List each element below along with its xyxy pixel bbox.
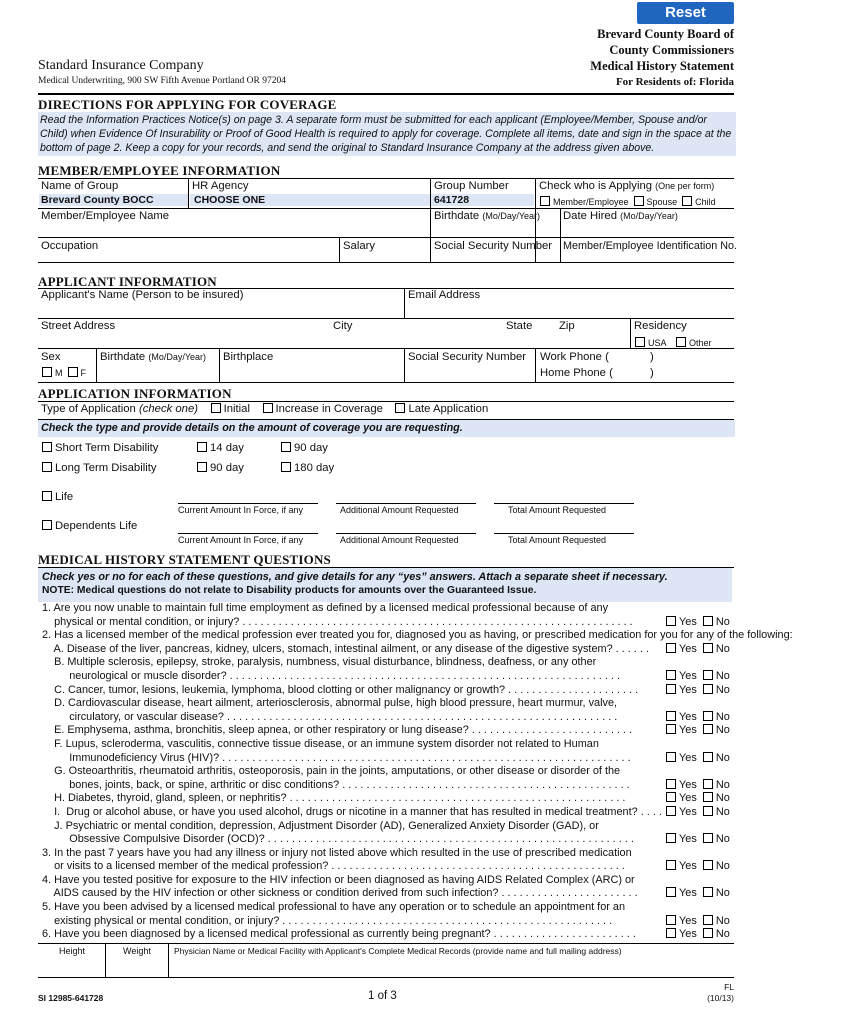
yes-label: Yes: [679, 710, 697, 723]
yes-label: Yes: [679, 615, 697, 628]
divider: [560, 208, 561, 262]
question-text: J. Psychiatric or mental condition, depression, Adjustment Disorder (AD), Generalized Anxiety Disorder (GAD), or: [42, 819, 599, 832]
sex-options: [42, 367, 86, 378]
yes-label: Yes: [679, 751, 697, 764]
std-label: Short Term Disability: [55, 442, 159, 454]
yes-no-group: [666, 765, 732, 779]
question-text: neurological or muscle disorder? . . . . . . . . . . . . . . . . . . . . . . . . . . . . . . . . . . . . . . . . . . . . . . . . . . . . . . . . . . . . . . . . .: [42, 669, 620, 682]
ltd-90-row: [197, 462, 244, 474]
yes-label: Yes: [679, 928, 697, 941]
physician-label: Physician Name or Medical Facility with Applicant's Complete Medical Records (provide name and full mailing address): [174, 946, 622, 956]
form-title: Medical History Statement: [590, 59, 734, 73]
initial-checkbox[interactable]: [211, 403, 221, 413]
yes-label: Yes: [679, 792, 697, 805]
std-14-label: 14 day: [210, 442, 244, 454]
salary-label: Salary: [343, 240, 376, 252]
std-90-label: 90 day: [294, 442, 328, 454]
no-label: No: [715, 751, 730, 764]
yes-no-group: [666, 752, 732, 766]
applicant-ssn-label: Social Security Number: [408, 351, 527, 363]
late-checkbox[interactable]: [395, 403, 405, 413]
date-hired-note: (Mo/Day/Year): [620, 211, 678, 221]
late-label: Late Application: [408, 403, 489, 415]
life-additional-field[interactable]: [336, 503, 476, 504]
question-line: [42, 820, 732, 834]
email-label: Email Address: [408, 289, 481, 301]
question-line: [42, 602, 732, 616]
question-text: F. Lupus, scleroderma, vasculitis, connective tissue disease, or an immune system disorder not related to Human: [42, 737, 599, 750]
yes-checkbox[interactable]: [666, 887, 676, 897]
yes-no-group: [666, 684, 732, 698]
std-row: [42, 442, 158, 454]
yes-no-group: [666, 711, 732, 725]
no-checkbox[interactable]: [703, 779, 713, 789]
divider: [339, 237, 340, 262]
occupation-label: Occupation: [41, 240, 99, 252]
birthplace-label: Birthplace: [223, 351, 274, 363]
yes-no-group: [666, 670, 732, 684]
no-checkbox[interactable]: [703, 915, 713, 925]
yes-no-group: [666, 656, 732, 670]
zip-label: Zip: [559, 320, 575, 332]
member-birthdate-note: (Mo/Day/Year): [482, 211, 541, 221]
no-label: No: [715, 792, 730, 805]
divider: [96, 348, 97, 382]
street-label: Street Address: [41, 320, 116, 332]
member-top-rule: [38, 178, 734, 179]
other-checkbox[interactable]: [676, 337, 686, 347]
form-id: SI 12985-641728: [38, 993, 104, 1003]
life-row: [42, 491, 73, 503]
question-text: AIDS caused by the HIV infection or other sickness or condition derived from such infection? . . . . . . . . . . . . . . . . . . . . . . .: [42, 887, 638, 900]
work-phone-label: Work Phone (: [540, 351, 609, 363]
divider: [430, 178, 431, 262]
member-id-label: Member/Employee Identification No.: [563, 240, 738, 252]
application-type-label: Type of Application: [41, 403, 136, 415]
yes-checkbox[interactable]: [666, 860, 676, 870]
question-text: A. Disease of the liver, pancreas, kidney, ulcers, stomach, intestinal ailment, or any disease of the digestive system? . . . . . .: [42, 642, 649, 655]
no-label: No: [715, 710, 730, 723]
no-checkbox[interactable]: [703, 684, 713, 694]
no-checkbox[interactable]: [703, 752, 713, 762]
question-line: [42, 629, 793, 643]
yes-no-group: [666, 820, 732, 834]
std-14-checkbox[interactable]: [197, 442, 207, 452]
yes-checkbox[interactable]: [666, 724, 676, 734]
yes-checkbox[interactable]: [666, 643, 676, 653]
question-text: E. Emphysema, asthma, bronchitis, sleep apnea, or other respiratory or lung disease? . . . . . . . . . . . . . . . . . . . . . . . . . . .: [42, 724, 633, 737]
question-text: 4. Have you tested positive for exposure to the HIV infection or been diagnosed as having AIDS Related Complex (ARC) or: [42, 873, 635, 886]
life-additional-label: Additional Amount Requested: [340, 505, 459, 515]
dep-current-field[interactable]: [178, 533, 318, 534]
date-hired-text: Date Hired: [563, 210, 617, 222]
yes-label: Yes: [679, 860, 697, 873]
yes-no-group: [666, 792, 732, 806]
question-text: existing physical or mental condition, or injury? . . . . . . . . . . . . . . . . . . . . . . . . . . . . . . . . . . . . . . . . . . . . . . . . . . . . . . .: [42, 914, 613, 927]
date-hired-label: [563, 210, 678, 222]
yes-no-group: [666, 887, 732, 901]
divider: [105, 943, 106, 977]
revision-block: [707, 982, 734, 1004]
dep-total-label: Total Amount Requested: [508, 535, 607, 545]
medical-title: MEDICAL HISTORY STATEMENT QUESTIONS: [38, 552, 331, 567]
ltd-row: [42, 462, 157, 474]
question-text: physical or mental condition, or injury? . . . . . . . . . . . . . . . . . . . . . . . . . . . . . . . . . . . . . . . . . . . . . . . . . . . . . . . . . . . . . . . . .: [42, 615, 633, 628]
company-name: Standard Insurance Company: [38, 58, 204, 73]
yes-no-group: [666, 915, 732, 929]
applicant-birthdate-text: Birthdate: [100, 351, 146, 363]
no-label: No: [715, 778, 730, 791]
yes-no-group: [666, 779, 732, 793]
divider: [219, 348, 220, 382]
increase-checkbox[interactable]: [263, 403, 273, 413]
divider: [404, 288, 405, 318]
org-line-1: Brevard County Board of: [597, 27, 734, 41]
std-checkbox[interactable]: [42, 442, 52, 452]
yes-checkbox[interactable]: [666, 616, 676, 626]
header-divider: [38, 93, 734, 95]
coverage-instructions: Check the type and provide details on the amount of coverage you are requesting.: [38, 420, 735, 437]
residency-label: Residency: [634, 320, 687, 332]
ltd-180-label: 180 day: [294, 462, 335, 474]
group-name-field[interactable]: Brevard County BOCC: [39, 194, 188, 206]
rule: [38, 382, 734, 383]
std-90-checkbox[interactable]: [281, 442, 291, 452]
yes-no-group: [666, 928, 732, 942]
yes-no-group: [666, 616, 732, 630]
yes-no-group: [793, 629, 859, 643]
divider: [630, 318, 631, 348]
question-line: [42, 915, 732, 929]
yes-no-group: [666, 860, 732, 874]
member-ssn-label: Social Security Number: [434, 240, 553, 252]
dependents-checkbox[interactable]: [42, 520, 52, 530]
yes-checkbox[interactable]: [666, 833, 676, 843]
work-phone-close: ): [650, 351, 654, 363]
dependents-label: Dependents Life: [55, 520, 138, 532]
question-line: [42, 806, 732, 820]
reset-button[interactable]: Reset: [637, 2, 734, 24]
question-text: circulatory, or vascular disease? . . . . . . . . . . . . . . . . . . . . . . . . . . . . . . . . . . . . . . . . . . . . . . . . . . . . . . . . . . . . . . . . .: [42, 710, 618, 723]
yes-checkbox[interactable]: [666, 928, 676, 938]
no-checkbox[interactable]: [703, 860, 713, 870]
check-applying-label: [539, 180, 714, 192]
question-line: [42, 928, 732, 942]
question-text: 5. Have you been advised by a licensed medical professional to have any operation or to schedule an appointment for an: [42, 901, 626, 914]
no-label: No: [715, 833, 730, 846]
no-label: No: [715, 724, 730, 737]
other-option-label: Other: [689, 338, 712, 348]
question-text: I. Drug or alcohol abuse, or have you used alcohol, drugs or nicotine in a manner that has resulted in medical treatment? . . . .: [42, 805, 662, 818]
yes-no-group: [666, 833, 732, 847]
hr-agency-select[interactable]: CHOOSE ONE: [190, 194, 432, 206]
no-checkbox[interactable]: [703, 833, 713, 843]
usa-checkbox[interactable]: [635, 337, 645, 347]
yes-checkbox[interactable]: [666, 806, 676, 816]
yes-no-group: [666, 602, 732, 616]
yes-checkbox[interactable]: [666, 915, 676, 925]
spouse-checkbox[interactable]: [634, 196, 644, 206]
state-label: State: [506, 320, 533, 332]
ltd-180-checkbox[interactable]: [281, 462, 291, 472]
male-option-label: M: [55, 368, 63, 378]
life-current-field[interactable]: [178, 503, 318, 504]
no-checkbox[interactable]: [703, 928, 713, 938]
check-applying-text: Check who is Applying: [539, 180, 653, 192]
ltd-checkbox[interactable]: [42, 462, 52, 472]
question-text: 3. In the past 7 years have you had any illness or injury not listed above which resulted in the use of prescribed medication: [42, 846, 632, 859]
question-text: C. Cancer, tumor, lesions, leukemia, lymphoma, blood clotting or other malignancy or growth? . . . . . . . . . . . . . . . . . . . . . .: [42, 683, 639, 696]
std-90-row: [281, 442, 328, 454]
hr-agency-label: HR Agency: [192, 180, 249, 192]
rule: [38, 401, 734, 402]
ltd-90-label: 90 day: [210, 462, 244, 474]
question-text: 1. Are you now unable to maintain full time employment as defined by a licensed medical professional because of any: [42, 602, 609, 614]
medical-questions-list: [42, 602, 793, 942]
no-label: No: [715, 860, 730, 873]
group-number-label: Group Number: [434, 180, 509, 192]
application-type-row: [41, 403, 488, 415]
question-line: [42, 833, 732, 847]
question-line: [42, 779, 732, 793]
dep-additional-field[interactable]: [336, 533, 476, 534]
no-label: No: [715, 683, 730, 696]
question-line: [42, 887, 732, 901]
question-line: [42, 792, 732, 806]
question-text: 2. Has a licensed member of the medical profession ever treated you for, diagnosed you as having, or prescribed medication for you for any of the following:: [42, 629, 793, 642]
question-line: [42, 697, 732, 711]
question-line: [42, 616, 732, 630]
check-applying-note: (One per form): [655, 181, 715, 191]
question-line: [42, 670, 732, 684]
member-checkbox[interactable]: [540, 196, 550, 206]
form-header: [590, 26, 734, 90]
yes-no-group: [666, 738, 732, 752]
rule: [38, 208, 430, 209]
member-name-label: Member/Employee Name: [41, 210, 170, 222]
applicant-birthdate-note: (Mo/Day/Year): [148, 352, 207, 362]
no-checkbox[interactable]: [703, 711, 713, 721]
no-checkbox[interactable]: [703, 616, 713, 626]
question-line: [42, 738, 732, 752]
home-phone-close: ): [650, 367, 654, 379]
page-number: 1 of 3: [368, 990, 397, 1002]
application-title: APPLICATION INFORMATION: [38, 386, 232, 401]
rule: [38, 348, 734, 349]
question-line: [42, 684, 732, 698]
city-label: City: [333, 320, 353, 332]
applicant-type-options: [540, 196, 716, 207]
yes-checkbox[interactable]: [666, 711, 676, 721]
initial-label: Initial: [223, 403, 250, 415]
applicant-birthdate-label: [100, 351, 206, 363]
no-checkbox[interactable]: [703, 670, 713, 680]
no-label: No: [715, 887, 730, 900]
no-label: No: [715, 928, 730, 941]
yes-no-group: [666, 901, 732, 915]
company-address: Medical Underwriting, 900 SW Fifth Avenue Portland OR 97204: [38, 76, 286, 86]
yes-label: Yes: [679, 683, 697, 696]
ltd-180-row: [281, 462, 334, 474]
life-current-label: Current Amount In Force, if any: [178, 505, 304, 515]
usa-option-label: USA: [648, 338, 667, 348]
member-title: MEMBER/EMPLOYEE INFORMATION: [38, 163, 281, 178]
yes-label: Yes: [679, 833, 697, 846]
question-text: H. Diabetes, thyroid, gland, spleen, or nephritis? . . . . . . . . . . . . . . . . . . . . . . . . . . . . . . . . . . . . . . . . . . . . . . . . . . . . . . . .: [42, 792, 626, 805]
residency-options: [635, 337, 712, 348]
dependents-row: [42, 520, 137, 532]
question-line: [42, 901, 732, 915]
yes-label: Yes: [679, 887, 697, 900]
female-checkbox[interactable]: [68, 367, 78, 377]
ltd-label: Long Term Disability: [55, 462, 157, 474]
rule: [38, 977, 734, 978]
no-checkbox[interactable]: [703, 643, 713, 653]
yes-label: Yes: [679, 805, 697, 818]
rule: [430, 208, 734, 209]
divider: [535, 348, 536, 382]
no-label: No: [715, 914, 730, 927]
question-line: [42, 711, 732, 725]
yes-checkbox[interactable]: [666, 670, 676, 680]
question-line: [42, 847, 732, 861]
question-text: Obsessive Compulsive Disorder (OCD)? . . . . . . . . . . . . . . . . . . . . . . . . . . . . . . . . . . . . . . . . . . . . . . . . . . . . . . . . . . . . .: [42, 833, 634, 846]
divider: [404, 348, 405, 382]
applicant-title: APPLICANT INFORMATION: [38, 274, 217, 289]
no-checkbox[interactable]: [703, 724, 713, 734]
question-line: [42, 860, 732, 874]
no-label: No: [715, 642, 730, 655]
height-label: Height: [59, 946, 86, 956]
ltd-90-checkbox[interactable]: [197, 462, 207, 472]
no-checkbox[interactable]: [703, 887, 713, 897]
life-total-label: Total Amount Requested: [508, 505, 607, 515]
group-name-label: Name of Group: [41, 180, 119, 192]
no-checkbox[interactable]: [703, 806, 713, 816]
question-text: B. Multiple sclerosis, epilepsy, stroke, paralysis, numbness, visual disturbance, blindness, deafness, or any other: [42, 656, 597, 669]
rule: [38, 943, 734, 944]
yes-label: Yes: [679, 642, 697, 655]
question-line: [42, 765, 732, 779]
member-option-label: Member/Employee: [553, 197, 629, 207]
question-text: or visits to a licensed member of the medical profession? . . . . . . . . . . . . . . . . . . . . . . . . . . . . . . . . . . . . . . . . . . . . . . . . .: [42, 860, 625, 873]
yes-checkbox[interactable]: [666, 684, 676, 694]
increase-label: Increase in Coverage: [275, 403, 383, 415]
question-text: 6. Have you been diagnosed by a licensed medical professional as currently being pregnant? . . . . . . . . . . . . . . . . . . . . . . . .: [42, 928, 636, 941]
question-text: Immunodeficiency Virus (HIV)? . . . . . . . . . . . . . . . . . . . . . . . . . . . . . . . . . . . . . . . . . . . . . . . . . . . . . . . . . . . . . . . . . . . .: [42, 751, 631, 764]
yes-no-group: [666, 697, 732, 711]
yes-label: Yes: [679, 778, 697, 791]
yes-no-group: [666, 874, 732, 888]
org-line-2: County Commissioners: [609, 43, 734, 57]
dep-current-label: Current Amount In Force, if any: [178, 535, 304, 545]
medical-instructions: Check yes or no for each of these questions, and give details for any “yes” answers. Attach a separate sheet if necessary.: [42, 571, 668, 583]
residents-line: For Residents of: Florida: [615, 76, 734, 88]
no-label: No: [715, 669, 730, 682]
question-line: [42, 874, 732, 888]
female-option-label: F: [80, 368, 87, 378]
group-number-field[interactable]: 641728: [432, 194, 534, 206]
life-checkbox[interactable]: [42, 491, 52, 501]
yes-no-group: [666, 847, 732, 861]
life-label: Life: [55, 491, 74, 503]
std-14-row: [197, 442, 244, 454]
application-type-note: (check one): [138, 403, 199, 415]
home-phone-label: Home Phone (: [540, 367, 613, 379]
spouse-option-label: Spouse: [646, 197, 678, 207]
question-line: [42, 656, 732, 670]
revision-date: (10/13): [707, 993, 734, 1003]
rule: [38, 262, 734, 263]
yes-no-group: [666, 643, 732, 657]
question-text: bones, joints, back, or spine, arthritic or disc conditions? . . . . . . . . . . . . . . . . . . . . . . . . . . . . . . . . . . . . . . . . . . . . . . . .: [42, 778, 630, 791]
member-birthdate-label: [434, 210, 540, 222]
no-checkbox[interactable]: [703, 792, 713, 802]
no-label: No: [715, 805, 730, 818]
no-label: No: [715, 615, 730, 628]
divider: [168, 943, 169, 977]
rule: [38, 237, 734, 238]
yes-checkbox[interactable]: [666, 752, 676, 762]
life-total-field[interactable]: [494, 503, 634, 504]
sex-label: Sex: [41, 351, 61, 363]
member-birthdate-text: Birthdate: [434, 210, 480, 222]
male-checkbox[interactable]: [42, 367, 52, 377]
weight-label: Weight: [123, 946, 151, 956]
dep-additional-label: Additional Amount Requested: [340, 535, 459, 545]
yes-label: Yes: [679, 724, 697, 737]
medical-note: NOTE: Medical questions do not relate to Disability products for amounts over the Guaranteed Issue.: [42, 585, 537, 596]
medical-instructions-box: [38, 568, 732, 602]
question-line: [42, 752, 732, 766]
dep-total-field[interactable]: [494, 533, 634, 534]
child-option-label: Child: [695, 197, 716, 207]
yes-checkbox[interactable]: [666, 792, 676, 802]
yes-checkbox[interactable]: [666, 779, 676, 789]
question-text: D. Cardiovascular disease, heart ailment, arteriosclerosis, abnormal pulse, high blood pressure, heart murmur, valve,: [42, 697, 618, 710]
yes-label: Yes: [679, 914, 697, 927]
applicant-name-label: Applicant's Name (Person to be insured): [41, 289, 244, 301]
divider: [188, 178, 189, 208]
question-line: [42, 643, 732, 657]
question-text: G. Osteoarthritis, rheumatoid arthritis, osteoporosis, pain in the joints, amputations, or other disease or disorder of the: [42, 765, 621, 778]
question-line: [42, 724, 732, 738]
yes-no-group: [666, 724, 732, 738]
directions-text: Read the Information Practices Notice(s) on page 3. A separate form must be submitted for each applicant (Employee/Member, Spouse and/or Child) when Evidence Of Insurability or Proof of Good Health is required to apply for coverage. Complete all items, date and sign in the space at the bottom of page 2. Keep a copy for your records, and send the original to Standard Insurance Company at the address given above.: [38, 112, 736, 156]
yes-no-group: [666, 806, 732, 820]
state-code: FL: [724, 982, 734, 992]
directions-title: DIRECTIONS FOR APPLYING FOR COVERAGE: [38, 97, 337, 112]
yes-label: Yes: [679, 669, 697, 682]
child-checkbox[interactable]: [682, 196, 692, 206]
